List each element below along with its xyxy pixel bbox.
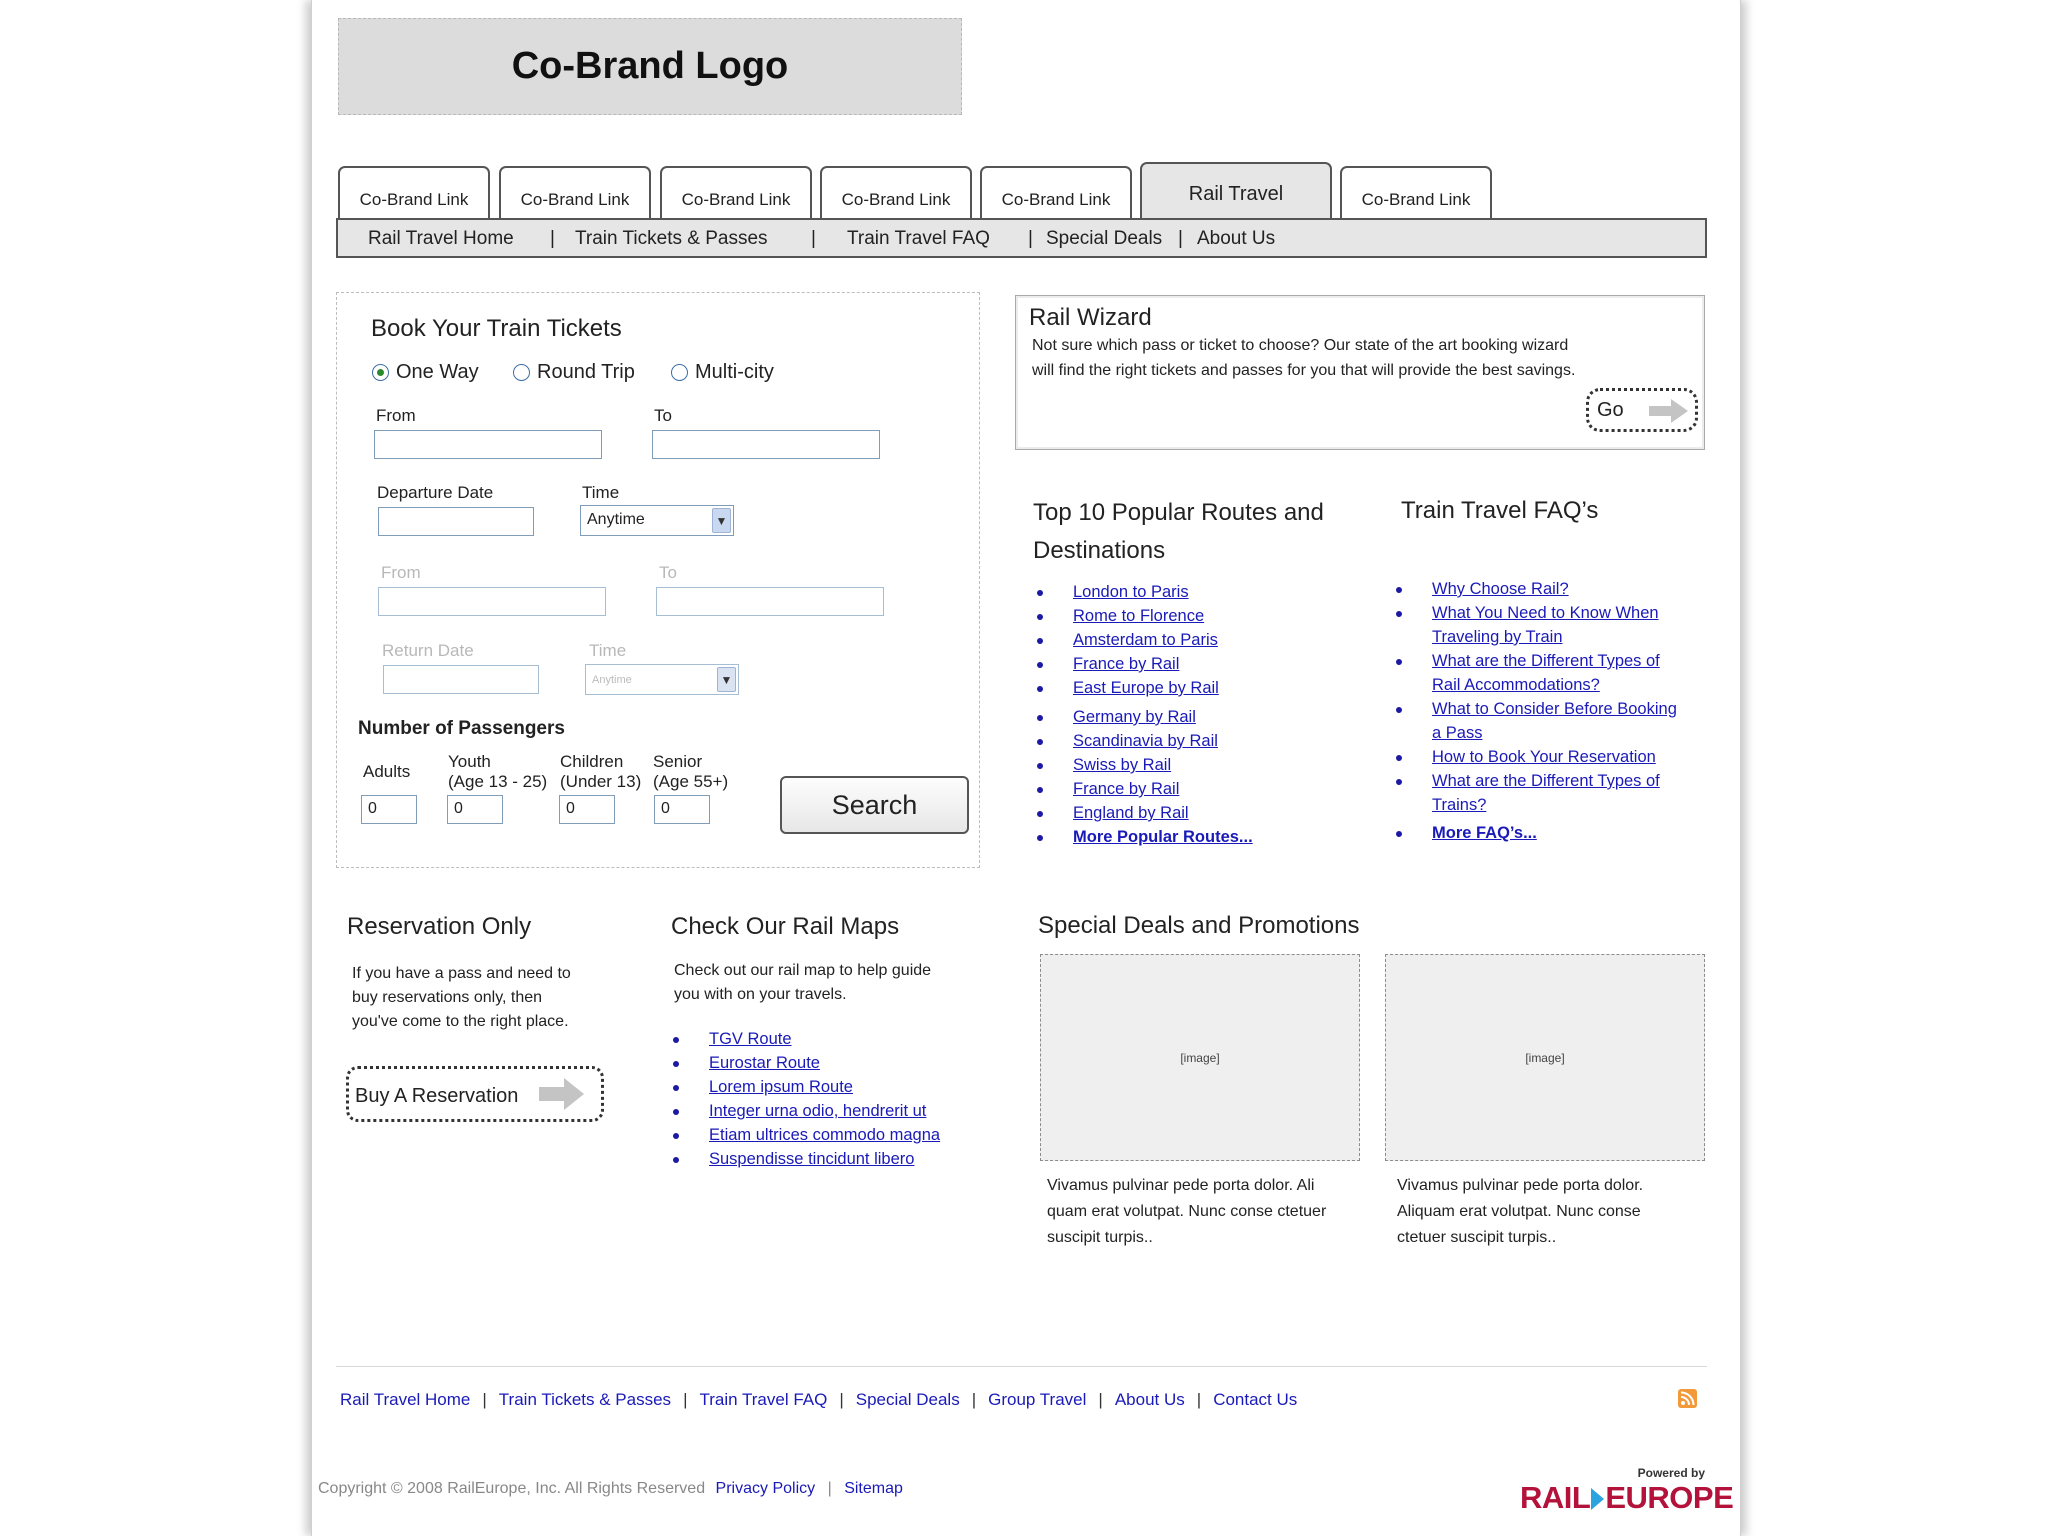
to-label: To — [654, 406, 672, 425]
from-input[interactable] — [374, 430, 602, 459]
return-to-label: To — [659, 563, 677, 582]
faq-link[interactable]: a Pass — [1432, 724, 1483, 742]
go-label: Go — [1597, 399, 1624, 421]
footer-link-special-deals[interactable]: Special Deals — [855, 1390, 960, 1409]
list-item — [1392, 577, 1677, 601]
popular-routes-title — [1033, 494, 1324, 570]
more-routes-link[interactable]: More Popular Routes... — [1073, 828, 1253, 846]
return-date-label: Return Date — [382, 641, 474, 660]
wizard-description — [1032, 333, 1575, 383]
adults-label: Adults — [363, 762, 411, 781]
footer-link-rail-travel-home[interactable]: Rail Travel Home — [340, 1390, 471, 1409]
rss-icon[interactable] — [1678, 1389, 1697, 1408]
list-item — [1392, 649, 1677, 697]
popular-routes-title-line2: Destinations — [1033, 537, 1166, 564]
more-faqs-link[interactable]: More FAQ’s... — [1432, 824, 1537, 842]
brand-europe: EUROPE — [1605, 1480, 1734, 1515]
footer-link-contact-us[interactable]: Contact Us — [1213, 1390, 1298, 1409]
buy-reservation-label: Buy A Reservation — [355, 1085, 519, 1107]
senior-input[interactable]: 0 — [654, 795, 710, 824]
route-link[interactable]: Swiss by Rail — [1073, 756, 1172, 774]
booking-title: Book Your Train Tickets — [371, 315, 622, 342]
deal-1-line-2: quam erat volutpat. Nunc conse ctetuer — [1047, 1203, 1327, 1220]
subnav-about-us[interactable]: About Us — [1197, 228, 1276, 249]
chevron-down-icon: ▼ — [717, 667, 736, 692]
special-deals-title: Special Deals and Promotions — [1038, 912, 1360, 939]
list-item — [1392, 697, 1677, 745]
footer-link-group-travel[interactable]: Group Travel — [988, 1390, 1087, 1409]
list-item — [1392, 745, 1677, 769]
deal-text-2 — [1397, 1173, 1643, 1251]
trip-multi-city-radio[interactable] — [671, 364, 688, 381]
trip-one-way-label: One Way — [396, 361, 479, 383]
list-item — [1033, 580, 1253, 604]
route-link[interactable]: Scandinavia by Rail — [1073, 732, 1218, 750]
map-link[interactable]: Etiam ultrices commodo magna — [709, 1126, 941, 1144]
departure-date-label: Departure Date — [377, 483, 494, 502]
map-link[interactable]: Suspendisse tincidunt libero — [709, 1150, 915, 1168]
faq-link[interactable]: What You Need to Know When — [1432, 604, 1659, 622]
tab-co-brand-link-3[interactable]: Co-Brand Link — [660, 166, 812, 220]
faq-link[interactable]: Trains? — [1432, 796, 1487, 814]
list-item — [1033, 705, 1253, 729]
trip-multi-city-label: Multi-city — [695, 361, 774, 383]
rail-maps-list — [669, 1027, 940, 1171]
footer-separator: | — [683, 1390, 688, 1409]
adults-input[interactable]: 0 — [361, 795, 417, 824]
tab-co-brand-link-5[interactable]: Co-Brand Link — [980, 166, 1132, 220]
list-item — [669, 1051, 940, 1075]
senior-label: Senior — [653, 752, 703, 771]
route-link[interactable]: East Europe by Rail — [1073, 679, 1219, 697]
trip-round-trip-label: Round Trip — [537, 361, 635, 383]
faq-list — [1392, 577, 1677, 845]
youth-input[interactable]: 0 — [447, 795, 503, 824]
footer-link-about-us[interactable]: About Us — [1114, 1390, 1185, 1409]
list-item — [1033, 753, 1253, 777]
deal-image-1[interactable]: [image] — [1040, 954, 1360, 1161]
deal-1-line-1: Vivamus pulvinar pede porta dolor. Ali — [1047, 1177, 1315, 1194]
return-time-select-value: Anytime — [592, 674, 632, 686]
deal-2-line-2: Aliquam erat volutpat. Nunc conse — [1397, 1203, 1641, 1220]
popular-routes-list — [1033, 580, 1253, 849]
return-date-input[interactable] — [383, 665, 539, 694]
deal-2-line-3: ctetuer suscipit turpis.. — [1397, 1229, 1557, 1246]
arrow-mark-icon — [1591, 1482, 1604, 1504]
subnav-separator: | — [1028, 228, 1033, 249]
reservation-line-2: buy reservations only, then — [352, 989, 543, 1006]
chevron-down-icon: ▼ — [712, 508, 731, 533]
brand-rail: RAIL — [1520, 1480, 1591, 1515]
deal-image-2[interactable]: [image] — [1385, 954, 1705, 1161]
deal-1-line-3: suscipit turpis.. — [1047, 1229, 1153, 1246]
buy-reservation-button[interactable] — [346, 1066, 604, 1122]
tab-co-brand-link-1[interactable]: Co-Brand Link — [338, 166, 490, 220]
faq-link[interactable]: Rail Accommodations? — [1432, 676, 1600, 694]
return-from-label: From — [381, 563, 421, 582]
copyright-text: Copyright © 2008 RailEurope, Inc. All Rights Reserved — [318, 1480, 706, 1497]
map-link[interactable]: Eurostar Route — [709, 1054, 820, 1072]
powered-by-label: Powered by — [1637, 1466, 1705, 1480]
children-age-label: (Under 13) — [560, 772, 642, 791]
map-link[interactable]: TGV Route — [709, 1030, 792, 1048]
list-item — [1033, 777, 1253, 801]
subnav-separator: | — [1178, 228, 1183, 249]
route-link[interactable]: London to Paris — [1073, 583, 1189, 601]
faq-link[interactable]: What are the Different Types of — [1432, 652, 1660, 670]
subnav-rail-travel-home[interactable]: Rail Travel Home — [368, 228, 514, 249]
footer-link-train-tickets[interactable]: Train Tickets & Passes — [498, 1390, 672, 1409]
faq-link[interactable]: Traveling by Train — [1432, 628, 1563, 646]
reservation-line-3: you've come to the right place. — [352, 1013, 569, 1030]
return-to-input[interactable] — [656, 587, 884, 616]
booking-panel — [336, 292, 980, 868]
footer-divider — [336, 1366, 1707, 1367]
privacy-policy-link[interactable]: Privacy Policy — [715, 1480, 816, 1497]
time-select[interactable] — [580, 505, 734, 536]
route-link[interactable]: Amsterdam to Paris — [1073, 631, 1218, 649]
list-item — [1033, 801, 1253, 825]
subnav-special-deals[interactable]: Special Deals — [1046, 228, 1163, 249]
reservation-title: Reservation Only — [347, 913, 532, 940]
route-link[interactable]: England by Rail — [1073, 804, 1189, 822]
passengers-title: Number of Passengers — [358, 718, 565, 739]
subnav-train-tickets-passes[interactable]: Train Tickets & Passes — [575, 228, 768, 249]
trip-round-trip-radio[interactable] — [513, 364, 530, 381]
wizard-line-1: Not sure which pass or ticket to choose? Our state of the art booking wizard — [1032, 337, 1569, 354]
trip-one-way-radio[interactable] — [372, 364, 389, 381]
map-link[interactable]: Lorem ipsum Route — [709, 1078, 853, 1096]
rail-maps-line-2: you with on your travels. — [674, 986, 847, 1003]
deal-2-line-1: Vivamus pulvinar pede porta dolor. — [1397, 1177, 1644, 1194]
footer-link-train-travel-faq[interactable]: Train Travel FAQ — [699, 1390, 828, 1409]
sub-navigation — [336, 218, 1707, 258]
footer-separator: | — [971, 1390, 977, 1409]
return-time-label: Time — [589, 641, 627, 660]
children-input[interactable]: 0 — [559, 795, 615, 824]
subnav-separator: | — [811, 228, 816, 249]
senior-age-label: (Age 55+) — [653, 772, 729, 791]
footer-separator: | — [827, 1480, 832, 1497]
search-button[interactable]: Search — [780, 776, 969, 834]
rail-maps-line-1: Check out our rail map to help guide — [674, 962, 932, 979]
arrow-right-icon — [1649, 398, 1689, 424]
route-link[interactable]: France by Rail — [1073, 780, 1180, 798]
list-item — [1033, 676, 1253, 700]
faq-link[interactable]: How to Book Your Reservation — [1432, 748, 1656, 766]
youth-age-label: (Age 13 - 25) — [448, 772, 548, 791]
rail-maps-description — [674, 959, 931, 1007]
route-link[interactable]: Rome to Florence — [1073, 607, 1205, 625]
footer-separator: | — [1098, 1390, 1103, 1409]
list-item — [1392, 821, 1677, 845]
list-item — [1033, 825, 1253, 849]
deal-text-1 — [1047, 1173, 1326, 1251]
rail-maps-title: Check Our Rail Maps — [671, 913, 900, 940]
raileurope-logo[interactable] — [1520, 1466, 1735, 1514]
reservation-description — [352, 962, 571, 1034]
wizard-line-2: will find the right tickets and passes for you that will provide the best savings. — [1032, 362, 1576, 379]
children-label: Children — [560, 752, 624, 771]
popular-routes-title-line1: Top 10 Popular Routes and — [1033, 499, 1324, 526]
tab-rail-travel[interactable]: Rail Travel — [1140, 162, 1332, 220]
youth-label: Youth — [448, 752, 491, 771]
faq-title: Train Travel FAQ’s — [1401, 497, 1599, 524]
list-item — [1033, 652, 1253, 676]
list-item — [1392, 769, 1677, 817]
list-item — [669, 1147, 940, 1171]
list-item — [669, 1075, 940, 1099]
tab-co-brand-link-4[interactable]: Co-Brand Link — [820, 166, 972, 220]
route-link[interactable]: France by Rail — [1073, 655, 1180, 673]
list-item — [1033, 604, 1253, 628]
tab-co-brand-link-2[interactable]: Co-Brand Link — [499, 166, 651, 220]
subnav-separator: | — [550, 228, 555, 249]
route-link[interactable]: Germany by Rail — [1073, 708, 1196, 726]
faq-link[interactable]: What to Consider Before Booking — [1432, 700, 1677, 718]
faq-link[interactable]: Why Choose Rail? — [1432, 580, 1569, 598]
return-time-select[interactable] — [585, 664, 739, 695]
map-link[interactable]: Integer urna odio, hendrerit ut — [709, 1102, 927, 1120]
tab-co-brand-link-6[interactable]: Co-Brand Link — [1340, 166, 1492, 220]
to-input[interactable] — [652, 430, 880, 459]
sitemap-link[interactable]: Sitemap — [844, 1480, 903, 1497]
subnav-train-travel-faq[interactable]: Train Travel FAQ — [847, 228, 990, 249]
return-from-input[interactable] — [378, 587, 606, 616]
list-item — [1392, 601, 1677, 649]
list-item — [1033, 729, 1253, 753]
reservation-line-1: If you have a pass and need to — [352, 965, 571, 982]
brand-wordmark — [1520, 1480, 1733, 1516]
wizard-title: Rail Wizard — [1029, 304, 1152, 331]
faq-link[interactable]: What are the Different Types of — [1432, 772, 1660, 790]
wizard-go-button[interactable] — [1586, 388, 1698, 432]
departure-date-input[interactable] — [378, 507, 534, 536]
page-container — [311, 0, 1741, 1536]
rail-wizard-panel — [1015, 295, 1705, 450]
list-item — [1033, 628, 1253, 652]
time-select-value: Anytime — [587, 511, 645, 528]
footer-separator: | — [839, 1390, 844, 1409]
from-label: From — [376, 406, 416, 425]
copyright-bar — [318, 1480, 903, 1498]
list-item — [669, 1123, 940, 1147]
list-item — [669, 1099, 940, 1123]
footer-separator: | — [1196, 1390, 1202, 1409]
footer-separator: | — [482, 1390, 487, 1409]
arrow-right-icon — [539, 1077, 585, 1111]
co-brand-logo[interactable]: Co-Brand Logo — [338, 18, 962, 115]
footer-navigation — [340, 1390, 1297, 1410]
list-item — [669, 1027, 940, 1051]
time-label: Time — [582, 483, 620, 502]
